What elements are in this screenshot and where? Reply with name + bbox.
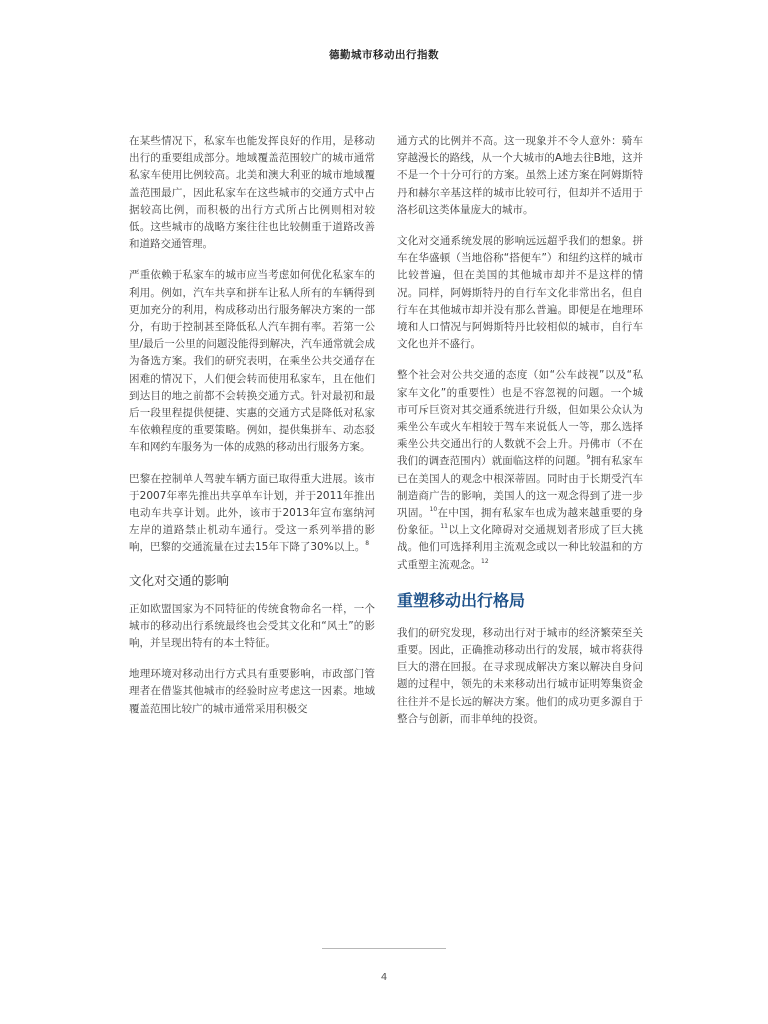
body-text: 以上文化障碍对交通规划者形成了巨大挑战。他们可选择利用主流观念或以一种比较温和的方式重塑主流观念。 <box>397 524 644 571</box>
body-paragraph <box>397 367 643 573</box>
page-number: 4 <box>380 972 388 983</box>
footer-divider <box>322 948 446 949</box>
body-paragraph: 正如欧盟国家为不同特征的传统食物命名一样，一个城市的移动出行系统最终也会受其文化和“风土”的影响，并呈现出特有的本土特征。 <box>129 602 375 650</box>
left-column <box>129 133 375 732</box>
footnote-ref: 11 <box>440 523 448 531</box>
footnote-ref: 10 <box>429 506 438 514</box>
body-text: 拥有私家车已在美国人的观念中根深蒂固。同时由于长期受汽车制造商广告的影响，美国人的这一观念得到了进一步巩固。 <box>397 455 644 520</box>
footnote-ref: 9 <box>586 454 591 462</box>
page-header: 德勤城市移动出行指数 <box>329 49 439 61</box>
body-paragraph: 地理环境对移动出行方式具有重要影响，市政部门管理者在借鉴其他城市的经验时应考虑这一因素。地域覆盖范围比较广的城市通常采用积极交 <box>129 668 375 715</box>
section-title: 重塑移动出行格局 <box>397 590 526 610</box>
body-text: 巴黎在控制单人驾驶车辆方面已取得重大进展。该市于2007年率先推出共享单车计划，并于2011年推出电动车共享计划。此外，该市于2013年宣布塞纳河左岸的道路禁止机动车通行。受这一系列举措的影响，巴黎的交通流量在过去15年下降了30%以上。 <box>129 472 375 554</box>
body-paragraph: 严重依赖于私家车的城市应当考虑如何优化私家车的利用。例如，汽车共享和拼车让私人所有的车辆得到更加充分的利用，构成移动出行服务解决方案的一部分，有助于控制甚至降低私人汽车拥有率。若第一公里/最后一公里的问题没能得到解决，汽车通常就会成为备选方案。我们的研究表明，在乘坐公共交通存在困难的情况下，人们便会转而使用私家车，且在他们到达目的地之前都不会转换交通方式。针对最初和最后一段里程提供便捷、实惠的交通方式是降低对私家车依赖程度的重要策略。例如，提供集拼车、动态驳车和网约车服务为一体的成熟的移动出行服务方案。 <box>129 269 375 454</box>
body-paragraph: 在某些情况下，私家车也能发挥良好的作用，是移动出行的重要组成部分。地域覆盖范围较广的城市通常私家车使用比例较高。北美和澳大利亚的城市地域覆盖范围最广，因此私家车在这些城市的交通方式中占据较高比例，而积极的出行方式所占比例则相对较低。这些城市的战略方案往往也比较侧重于道路改善和道路交通管理。 <box>129 135 375 251</box>
body-paragraph <box>129 471 375 557</box>
footnote-ref: 8 <box>365 540 370 548</box>
body-paragraph: 文化对交通系统发展的影响远远超乎我们的想象。拼车在华盛顿（当地俗称“搭便车”）和纽约这样的城市比较普遍，但在美国的其他城市却并不是这样的情况。同样，阿姆斯特丹的自行车文化非常出名，但自行车在其他城市却并没有那么普遍。即便是在地理环境和人口情况与阿姆斯特丹比较相似的城市，自行车文化也并不盛行。 <box>397 235 643 351</box>
body-paragraph: 通方式的比例并不高。这一现象并不令人意外：骑车穿越漫长的路线，从一个大城市的A地去往B地，这并不是一个十分可行的方案。虽然上述方案在阿姆斯特丹和赫尔辛基这样的城市比较可行，但却并不适用于洛杉矶这类体量庞大的城市。 <box>397 135 643 216</box>
right-column <box>397 133 643 742</box>
body-text: 在中国，拥有私家车也成为越来越重要的身份象征。 <box>397 507 644 537</box>
subheading: 文化对交通的影响 <box>129 572 230 588</box>
body-text: 整个社会对公共交通的态度（如“公车歧视”以及“私家车文化”的重要性）也是不容忽视的问题。一个城市可斥巨资对其交通系统进行升级，但如果公众认为乘坐公车或火车相较于驾车来说低人一等，那么选择乘坐公共交通出行的人数就不会上升。丹佛市（不在我们的调查范围内）就面临这样的问题。 <box>397 369 643 468</box>
body-paragraph: 我们的研究发现，移动出行对于城市的经济繁荣至关重要。因此，正确推动移动出行的发展，城市将获得巨大的潜在回报。在寻求现成解决方案以解决自身问题的过程中，领先的未来移动出行城市证明筹集资金往往并不是长远的解决方案。他们的成功更多源自于整合与创新，而非单纯的投资。 <box>397 626 643 725</box>
footnote-ref: 12 <box>481 557 489 565</box>
